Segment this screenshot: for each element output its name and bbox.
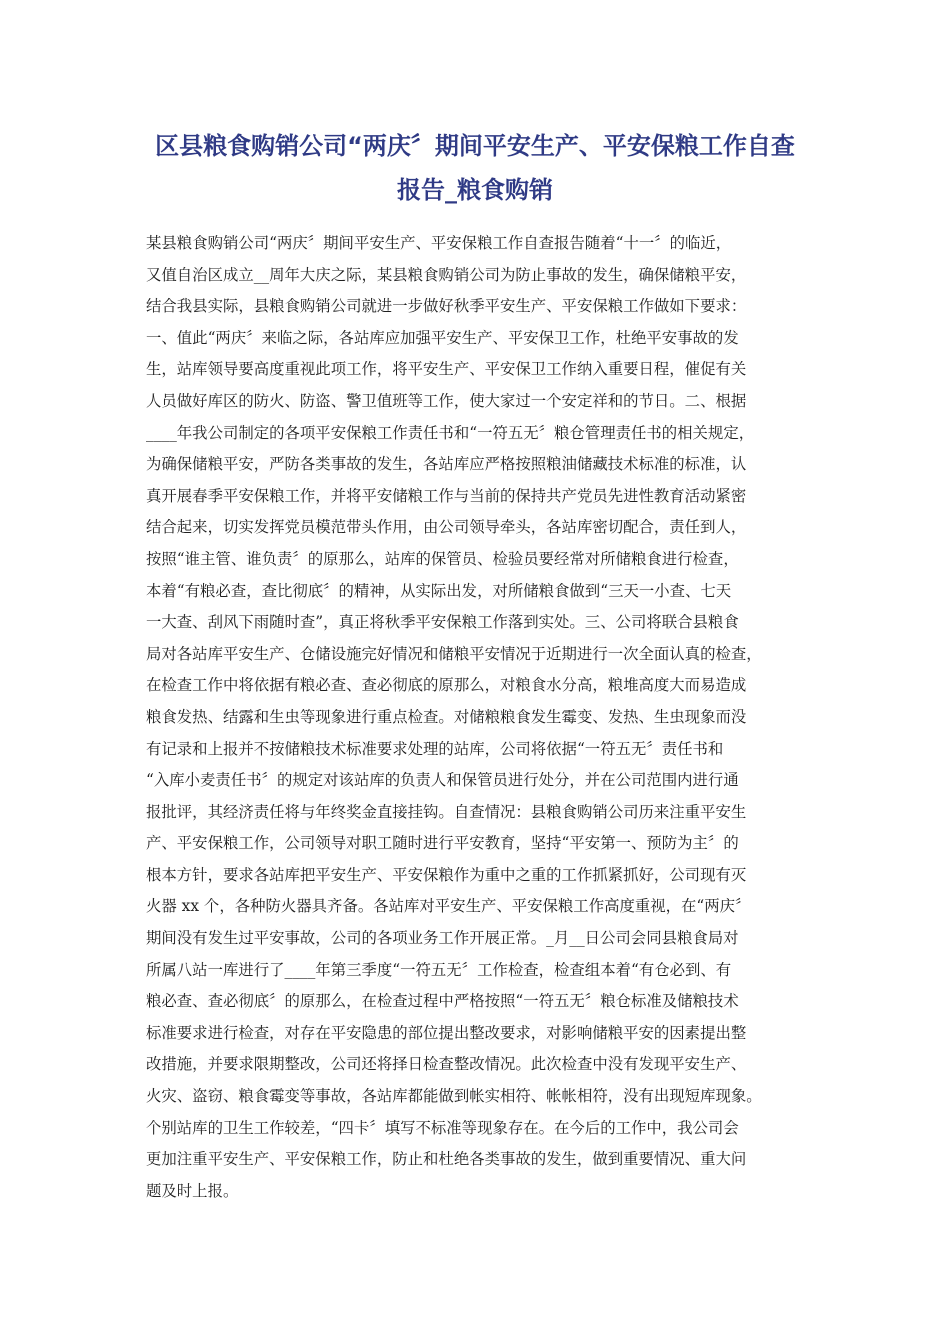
body-line: 标准要求进行检查，对存在平安隐患的部位提出整改要求，对影响储粮平安的因素提出整 [146,1023,747,1042]
body-line: 期间没有发生过平安事故，公司的各项业务工作开展正常。_月__日公司会同县粮食局对 [146,929,739,948]
body-line: 题及时上报。 [146,1181,239,1200]
body-line: 改措施，并要求限期整改，公司还将择日检查整改情况。此次检查中没有发现平安生产、 [146,1055,747,1074]
body-line: 火灾、盗窃、粮食霉变等事故，各站库都能做到帐实相符、帐帐相符，没有出现短库现象。 [146,1087,762,1106]
body-line: 粮食发热、结露和生虫等现象进行重点检查。对储粮粮食发生霉变、发热、生虫现象而没 [146,707,747,726]
body-line: 一大查、刮风下雨随时查”，真正将秋季平安保粮工作落到实处。三、公司将联合县粮食 [146,613,739,632]
body-line: 为确保储粮平安，严防各类事故的发生，各站库应严格按照粮油储藏技术标准的标准，认 [146,455,747,474]
body-line: 真开展春季平安保粮工作，并将平安储粮工作与当前的保持共产党员先进性教育活动紧密 [146,486,747,505]
body-line: “入库小麦责任书〞的规定对该站库的负责人和保管员进行处分，并在公司范围内进行通 [146,771,739,790]
body-line: 又值自治区成立__周年大庆之际，某县粮食购销公司为防止事故的发生，确保储粮平安， [146,265,747,284]
body-line: 生，站库领导要高度重视此项工作，将平安生产、平安保卫工作纳入重要日程，催促有关 [146,360,747,379]
document-title [130,124,820,212]
body-line: 局对各站库平安生产、仓储设施完好情况和储粮平安情况于近期进行一次全面认真的检查， [146,644,762,663]
body-line: 一、值此“两庆〞来临之际，各站库应加强平安生产、平安保卫工作，杜绝平安事故的发 [146,328,739,347]
body-line: 在检查工作中将依据有粮必查、查必彻底的原那么，对粮食水分高，粮堆高度大而易造成 [146,676,747,695]
body-line: 根本方针，要求各站库把平安生产、平安保粮作为重中之重的工作抓紧抓好，公司现有灭 [146,865,747,884]
body-line: 人员做好库区的防火、防盗、警卫值班等工作，使大家过一个安定祥和的节日。二、根据 [146,391,747,410]
body-line: 个别站库的卫生工作较差，“四卡〞填写不标准等现象存在。在今后的工作中，我公司会 [146,1118,739,1137]
body-line: 某县粮食购销公司“两庆〞期间平安生产、平安保粮工作自查报告随着“十一〞的临近， [146,234,732,252]
body-line: 结合我县实际，县粮食购销公司就进一步做好秋季平安生产、平安保粮工作做如下要求： [146,297,747,316]
document-body [146,228,810,1207]
body-line: 有记录和上报并不按储粮技术标准要求处理的站库，公司将依据“一符五无〞责任书和 [146,739,724,758]
body-line: 本着“有粮必查，查比彻底〞的精神，从实际出发，对所储粮食做到“三天一小查、七天 [146,581,732,600]
body-line: ____年我公司制定的各项平安保粮工作责任书和“一符五无〞粮仓管理责任书的相关规定， [146,423,755,442]
body-line: 结合起来，切实发挥党员模范带头作用，由公司领导牵头，各站库密切配合，责任到人， [146,518,747,537]
body-line: 更加注重平安生产、平安保粮工作，防止和杜绝各类事故的发生，做到重要情况、重大问 [146,1150,747,1169]
body-line: 火器 xx 个，各种防火器具齐备。各站库对平安生产、平安保粮工作高度重视，在“两庆〞 [146,897,751,916]
body-line: 粮必查、查必彻底〞的原那么，在检查过程中严格按照“一符五无〞粮仓标准及储粮技术 [146,992,739,1011]
body-line: 报批评，其经济责任将与年终奖金直接挂钩。自查情况：县粮食购销公司历来注重平安生 [146,802,747,821]
body-line: 按照“谁主管、谁负责〞的原那么，站库的保管员、检验员要经常对所储粮食进行检查， [146,549,739,568]
body-line: 所属八站一库进行了____年第三季度“一符五无〞工作检查，检查组本着“有仓必到、有 [146,960,732,979]
title-line: 报告_粮食购销 [397,176,553,204]
title-line: 区县粮食购销公司“两庆〞期间平安生产、平安保粮工作自查 [155,132,795,160]
body-line: 产、平安保粮工作，公司领导对职工随时进行平安教育，坚持“平安第一、预防为主〞的 [146,834,739,853]
